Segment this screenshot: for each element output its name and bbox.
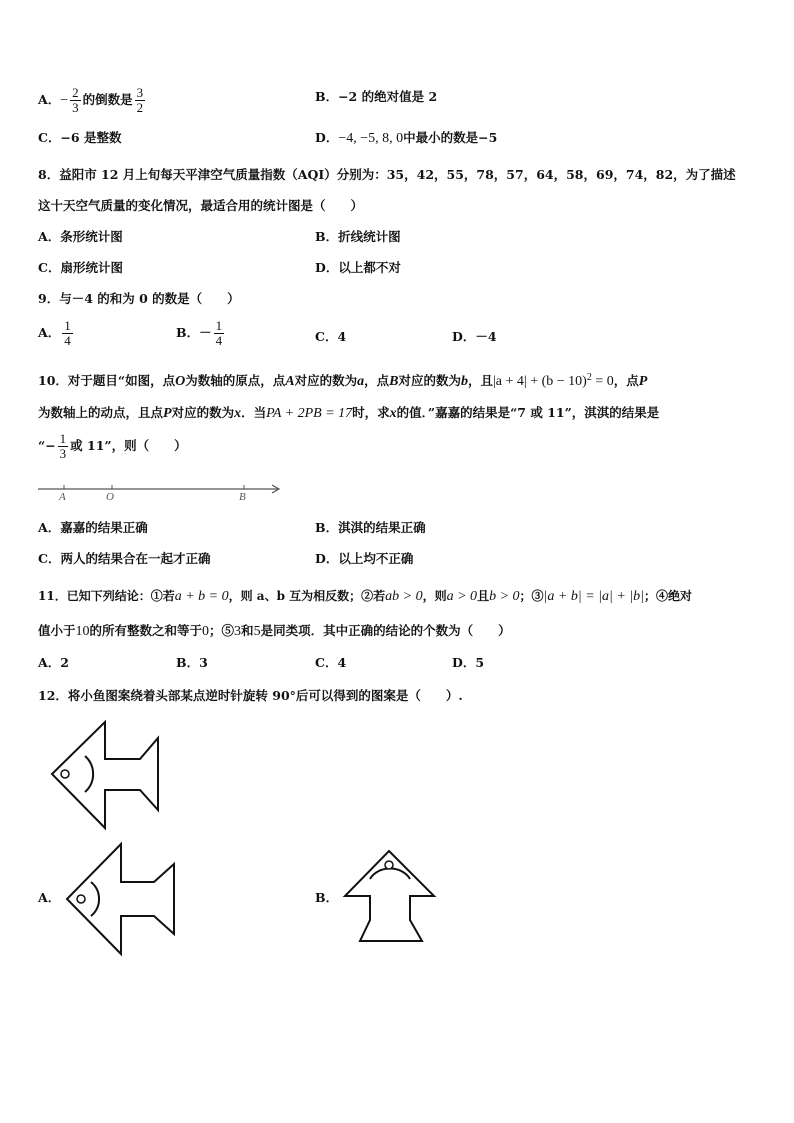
label-b: B [239,491,246,503]
q11-stem-line1: 11．已知下列结论：①若a + b = 0，则 a、b 互为相反数；②若ab > 0，则a > 0且b > 0；③|a + b| = |a| + |b|；④绝对 [38,589,692,604]
q9-option-c: C．4 [315,329,347,344]
q11-option-a: A．2 [38,655,69,670]
q12-option-a-label: A． [38,890,61,905]
q8-option-c: C．扇形统计图 [38,260,123,275]
q7-option-c: C．−6 是整数 [38,130,122,145]
q8-option-b: B．折线统计图 [315,229,401,244]
option-label: A． [38,92,61,107]
q9-option-d: D．－4 [452,329,497,344]
q7-option-d: D．−4, −5, 8, 0中最小的数是−5 [315,130,498,146]
fish-eye-icon [385,861,393,869]
q10-option-d: D．以上均不正确 [315,551,414,566]
q10-stem-line3: “− $\frac{1}{3}$ 或 11”，则（ ） [38,431,187,461]
label-a: A [59,491,66,503]
q11-option-d: D．5 [452,655,485,670]
fish-eye-icon [61,770,69,778]
q11-option-b: B．3 [176,655,208,670]
q10-stem-line1: 10．对于题目“如图，点O为数轴的原点，点A对应的数为a，点B对应的数为b，且$|a + 4| + (b - 10)^2 = 0$，点P [38,372,648,390]
q12-stem: 12．将小鱼图案绕着头部某点逆时针旋转 90°后可以得到的图案是（ ）. [38,688,463,703]
q7-option-b: B．−2 的绝对值是 2 [315,89,438,104]
q10-option-b: B．淇淇的结果正确 [315,520,426,535]
q8-stem-line1: 8．益阳市 12 月上旬每天平津空气质量指数（AQI）分别为：35，42，55，78，57，64，58，69，74，82，为了描述 [38,167,736,182]
fraction: $\frac{1}{3}$ [59,431,67,461]
q9-option-b: B．－ $\frac{1}{4}$ [176,318,223,348]
q11-stem-line2: 值小于10的所有整数之和等于0；⑤3和5是同类项．其中正确的结论的个数为（ ） [38,623,511,639]
q8-stem-line2: 这十天空气质量的变化情况，最适合用的统计图是（ ） [38,198,364,213]
q11-option-c: C．4 [315,655,347,670]
fish-figure-option-a [64,842,194,957]
q10-option-c: C．两人的结果合在一起才正确 [38,551,211,566]
fraction: $\frac{1}{4}$ [215,318,223,348]
q10-option-a: A．嘉嘉的结果正确 [38,520,148,535]
q7-option-a: A．− $\frac{2}{3}$ 的倒数是 $\frac{3}{2}$ [38,85,144,115]
label-o: O [106,491,114,503]
q12-option-b-label: B． [315,890,339,905]
fraction: $\frac{1}{4}$ [64,318,71,348]
q8-option-a: A．条形统计图 [38,229,123,244]
q9-option-a: A． $\frac{1}{4}$ [38,318,71,348]
fish-eye-icon [77,895,85,903]
fraction: $\frac{2}{3}$ [72,85,79,115]
q9-stem: 9．与－4 的和为 0 的数是（ ） [38,291,240,306]
fraction: $\frac{3}{2}$ [136,85,144,115]
fish-figure-option-b [342,848,442,948]
number-line-figure [38,480,288,504]
q8-option-d: D．以上都不对 [315,260,401,275]
fish-figure-original [45,722,175,832]
q10-stem-line2: 为数轴上的动点，且点P对应的数为x．当PA + 2PB = 17时，求x的值．”嘉嘉的结果是“7 或 11”，淇淇的结果是 [38,405,660,421]
